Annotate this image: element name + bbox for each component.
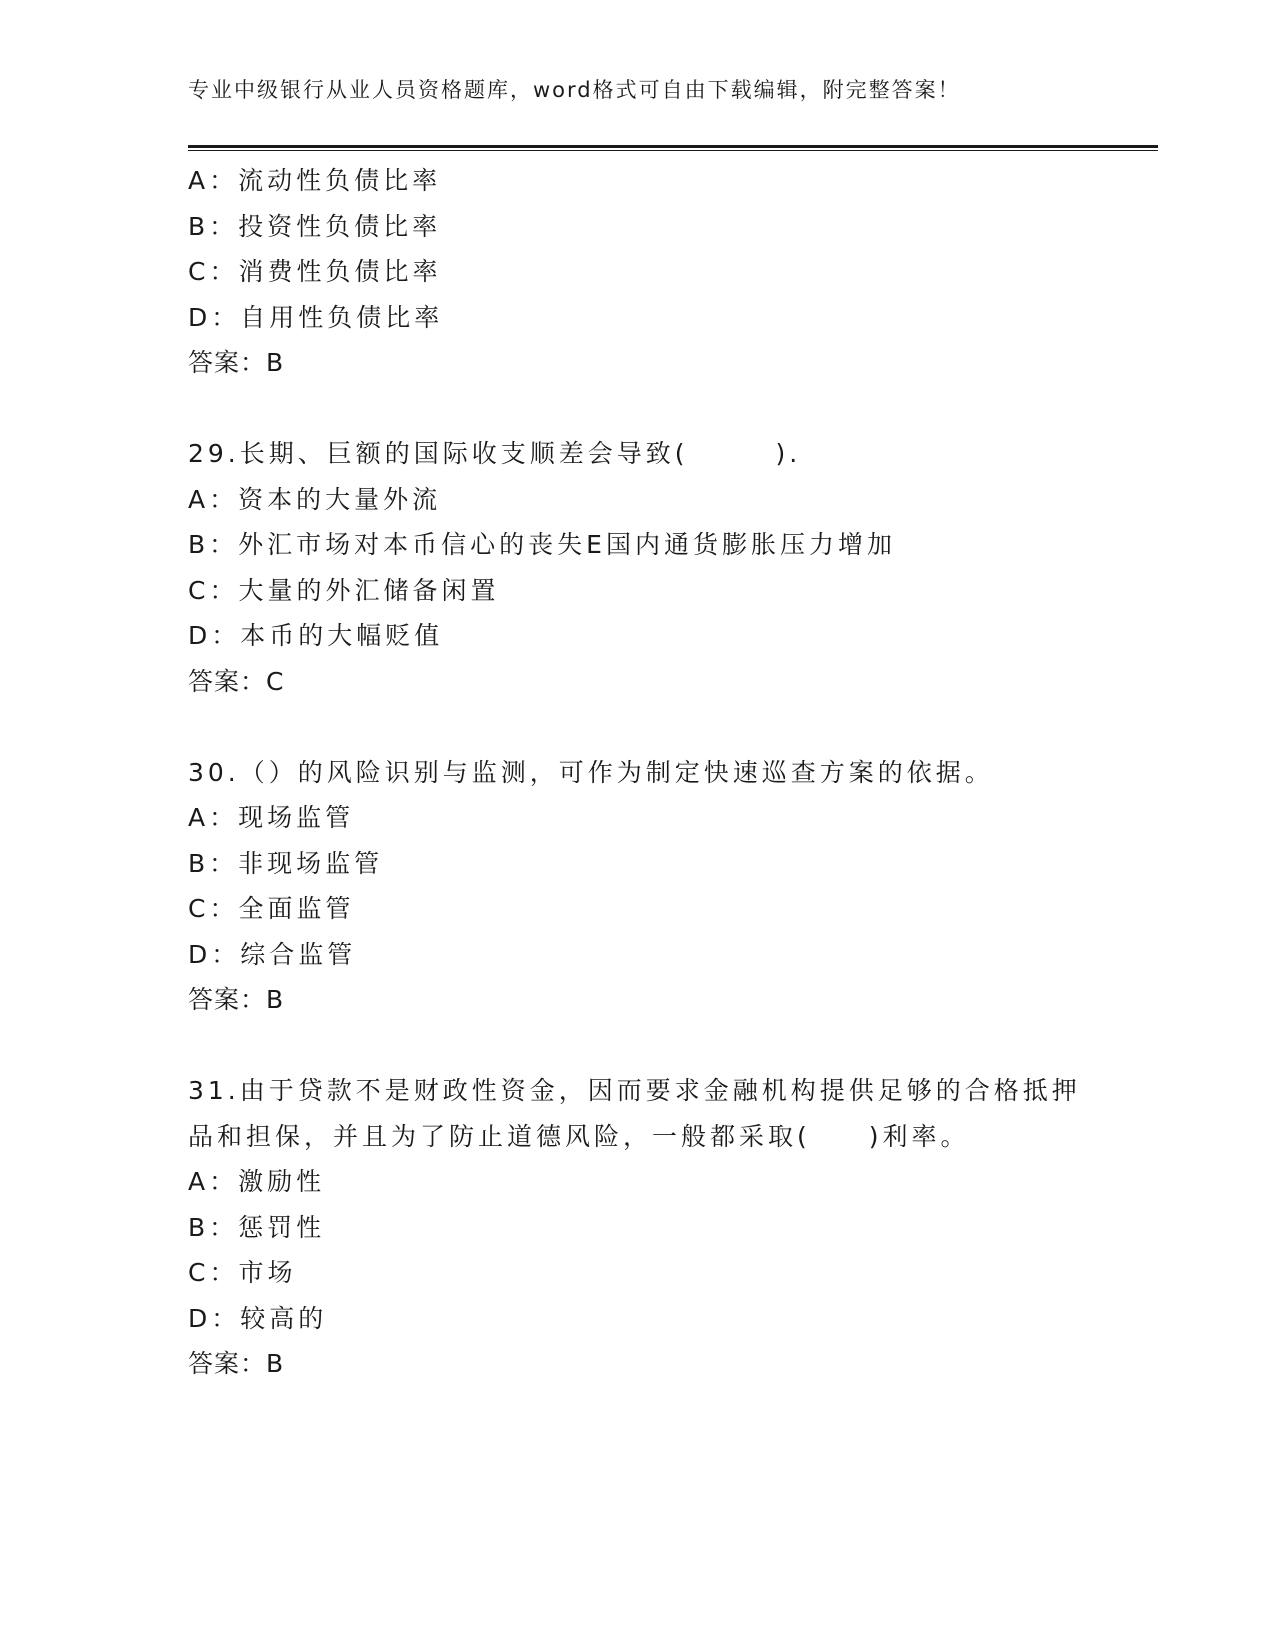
question-29-block xyxy=(188,431,1088,704)
answer-line: 答案：B xyxy=(188,1349,285,1378)
option-b: B：惩罚性 xyxy=(188,1212,326,1242)
option-c: C：消费性负债比率 xyxy=(188,257,442,286)
question-30-block xyxy=(188,750,1088,1023)
spacer xyxy=(188,704,1088,750)
option-a: A：现场监管 xyxy=(188,803,355,832)
option-b: B：非现场监管 xyxy=(188,848,384,878)
option-c: C：全面监管 xyxy=(188,894,355,923)
answer-line: 答案：B xyxy=(188,348,285,377)
spacer xyxy=(188,386,1088,432)
question-28-block xyxy=(188,158,1088,386)
answer-line: 答案：B xyxy=(188,985,285,1014)
option-d: D：本币的大幅贬值 xyxy=(188,621,444,650)
option-d: D：自用性负债比率 xyxy=(188,302,444,332)
question-31-block xyxy=(188,1068,1088,1387)
option-b: B：投资性负债比率 xyxy=(188,211,442,241)
option-d: D：综合监管 xyxy=(188,939,357,969)
option-d: D：较高的 xyxy=(188,1303,328,1333)
option-a: A：激励性 xyxy=(188,1167,326,1196)
question-stem: 30.（）的风险识别与监测，可作为制定快速巡查方案的依据。 xyxy=(188,757,994,787)
option-a: A：资本的大量外流 xyxy=(188,484,442,514)
option-c: C：市场 xyxy=(188,1258,297,1287)
answer-line: 答案：C xyxy=(188,666,285,696)
question-stem-line-2: 品和担保，并且为了防止道德风险，一般都采取( )利率。 xyxy=(188,1121,970,1151)
option-b: B：外汇市场对本币信心的丧失E国内通货膨胀压力增加 xyxy=(188,530,896,559)
header-divider-thick xyxy=(188,145,1158,148)
question-list xyxy=(188,158,1088,1387)
question-stem-line-1: 31.由于贷款不是财政性资金，因而要求金融机构提供足够的合格抵押 xyxy=(188,1076,1081,1105)
option-c: C：大量的外汇储备闲置 xyxy=(188,575,500,605)
header-divider-thin xyxy=(188,150,1158,151)
question-stem: 29.长期、巨额的国际收支顺差会导致( ). xyxy=(188,439,802,468)
page-header: 专业中级银行从业人员资格题库，word格式可自由下载编辑，附完整答案！ xyxy=(188,78,961,102)
option-a: A：流动性负债比率 xyxy=(188,166,442,195)
spacer xyxy=(188,1023,1088,1069)
